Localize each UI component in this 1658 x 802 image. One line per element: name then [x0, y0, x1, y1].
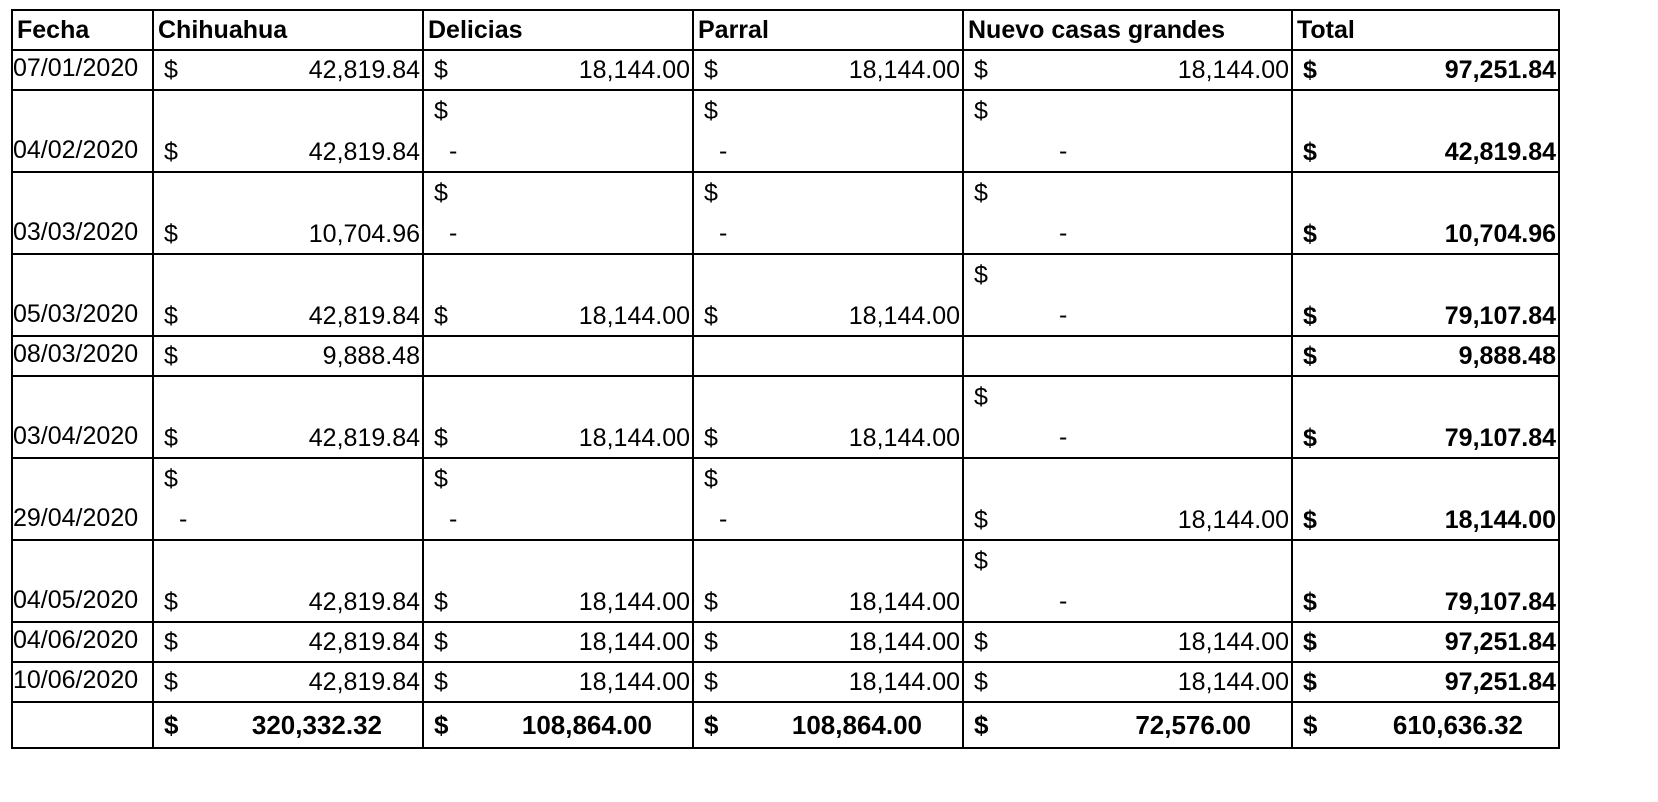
dash-value: - [449, 218, 458, 247]
currency-symbol [964, 461, 1291, 501]
date-cell[interactable]: 07/01/2020 [12, 50, 153, 90]
currency-symbol: $ [434, 710, 449, 740]
currency-symbol: $ [974, 546, 988, 575]
header-delicias[interactable]: Delicias [423, 10, 693, 50]
currency-symbol: $ [974, 382, 988, 411]
amount-cell-ncg[interactable] [963, 50, 1292, 90]
amount-value: 42,819.84 [308, 627, 420, 656]
currency-symbol: $ [1303, 587, 1317, 616]
currency-value [154, 583, 422, 621]
currency-symbol: $ [1303, 341, 1317, 370]
empty-value [694, 337, 962, 375]
currency-value [964, 51, 1291, 89]
dash-value: - [449, 136, 458, 165]
currency-symbol: $ [164, 464, 178, 493]
row-total-cell[interactable] [1292, 458, 1559, 540]
amount-cell-chihuahua[interactable] [153, 50, 423, 90]
currency-symbol: $ [1303, 667, 1317, 696]
amount-cell-parral[interactable] [693, 662, 963, 702]
currency-symbol: $ [164, 710, 179, 740]
amount-cell-delicias[interactable] [423, 172, 693, 254]
row-total-value [1293, 133, 1558, 171]
table-row [12, 376, 1559, 458]
amount-cell-parral[interactable] [693, 90, 963, 172]
amount-cell-parral[interactable] [693, 458, 963, 540]
amount-cell-chihuahua[interactable] [153, 336, 423, 376]
currency-symbol: $ [974, 627, 988, 656]
dash-value: - [719, 504, 728, 533]
currency-value [424, 419, 692, 457]
row-total-value [1293, 583, 1558, 621]
amount-value: 18,144.00 [578, 627, 690, 656]
currency-value [154, 419, 422, 457]
currency-value [154, 337, 422, 375]
amount-cell-ncg[interactable] [963, 458, 1292, 540]
currency-symbol: $ [1303, 627, 1317, 656]
amount-cell-chihuahua[interactable] [153, 662, 423, 702]
amount-cell-delicias[interactable] [423, 50, 693, 90]
amount-value: 18,144.00 [578, 587, 690, 616]
empty-value [964, 337, 1291, 375]
totals-fecha-cell[interactable] [12, 702, 153, 748]
row-total-cell[interactable] [1292, 376, 1559, 458]
currency-symbol: $ [704, 710, 719, 740]
row-total: 10,704.96 [1444, 219, 1556, 248]
row-total: 79,107.84 [1444, 423, 1556, 452]
dash-value: - [1059, 300, 1068, 329]
amount-value: 18,144.00 [578, 301, 690, 330]
date-cell[interactable]: 05/03/2020 [12, 254, 153, 336]
currency-symbol: $ [164, 627, 178, 656]
amount-value: 18,144.00 [848, 423, 960, 452]
currency-symbol: $ [1303, 423, 1317, 452]
currency-symbol: $ [974, 96, 988, 125]
row-total-cell[interactable] [1292, 622, 1559, 662]
amount-cell-delicias[interactable] [423, 254, 693, 336]
date-cell[interactable]: 04/05/2020 [12, 540, 153, 622]
header-row [12, 10, 1559, 50]
row-total-cell[interactable] [1292, 540, 1559, 622]
currency-value [964, 623, 1291, 661]
header-nuevo-casas-grandes[interactable]: Nuevo casas grandes [963, 10, 1292, 50]
amount-value: 42,819.84 [308, 423, 420, 452]
amount-cell-ncg[interactable] [963, 540, 1292, 622]
amount-cell-ncg[interactable] [963, 622, 1292, 662]
currency-symbol: $ [704, 178, 718, 207]
date-cell[interactable]: 03/04/2020 [12, 376, 153, 458]
currency-symbol: $ [434, 96, 448, 125]
amount-cell-chihuahua[interactable] [153, 458, 423, 540]
total-delicias-cell[interactable] [423, 702, 693, 748]
total-ncg-cell[interactable] [963, 702, 1292, 748]
row-total-cell[interactable] [1292, 662, 1559, 702]
amount-cell-chihuahua[interactable] [153, 376, 423, 458]
currency-value [694, 419, 962, 457]
amount-cell-ncg[interactable] [963, 254, 1292, 336]
amount-cell-delicias[interactable] [423, 90, 693, 172]
amount-value: 18,144.00 [578, 423, 690, 452]
currency-symbol: $ [974, 55, 988, 84]
row-total-cell[interactable] [1292, 90, 1559, 172]
row-total: 97,251.84 [1444, 627, 1556, 656]
amount-value: 42,819.84 [308, 55, 420, 84]
amount-cell-ncg[interactable] [963, 90, 1292, 172]
amount-value: 18,144.00 [848, 55, 960, 84]
currency-symbol: $ [434, 587, 448, 616]
row-total-value [1293, 297, 1558, 335]
currency-symbol: $ [1303, 219, 1317, 248]
dash-value: - [1059, 218, 1068, 247]
grand-total-cell[interactable] [1292, 702, 1559, 748]
currency-symbol: $ [704, 667, 718, 696]
row-total: 97,251.84 [1444, 55, 1556, 84]
header-total[interactable]: Total [1292, 10, 1559, 50]
amount-cell-delicias[interactable] [423, 662, 693, 702]
amount-cell-parral[interactable] [693, 50, 963, 90]
date-cell[interactable]: 29/04/2020 [12, 458, 153, 540]
currency-symbol: $ [164, 137, 178, 166]
currency-symbol: $ [434, 55, 448, 84]
currency-value [154, 623, 422, 661]
currency-value [424, 663, 692, 701]
currency-value [694, 623, 962, 661]
dash-value: - [1059, 136, 1068, 165]
date-cell[interactable]: 03/03/2020 [12, 172, 153, 254]
currency-symbol: $ [704, 423, 718, 452]
header-fecha[interactable]: Fecha [12, 10, 153, 50]
row-total-value [1293, 663, 1558, 701]
currency-symbol: $ [1303, 505, 1317, 534]
amount-value: 18,144.00 [1177, 667, 1289, 696]
amount-cell-chihuahua[interactable] [153, 540, 423, 622]
amount-cell-parral[interactable] [693, 622, 963, 662]
currency-symbol: $ [434, 464, 448, 493]
currency-symbol: $ [974, 178, 988, 207]
amount-cell-chihuahua[interactable] [153, 172, 423, 254]
amount-cell-parral[interactable] [693, 376, 963, 458]
currency-symbol: $ [704, 464, 718, 493]
currency-value [154, 215, 422, 253]
amount-cell-ncg[interactable] [963, 172, 1292, 254]
amount-value: 42,819.84 [308, 667, 420, 696]
row-total-value [1293, 337, 1558, 375]
currency-symbol: $ [434, 423, 448, 452]
amount-value: 18,144.00 [848, 627, 960, 656]
amount-value: 42,819.84 [308, 137, 420, 166]
currency-symbol: $ [164, 667, 178, 696]
currency-symbol: $ [164, 423, 178, 452]
amount-value: 18,144.00 [848, 587, 960, 616]
currency-symbol: $ [1303, 55, 1317, 84]
currency-symbol: $ [434, 627, 448, 656]
table-row [12, 254, 1559, 336]
currency-symbol: $ [974, 710, 989, 740]
date-cell[interactable]: 08/03/2020 [12, 336, 153, 376]
amount-cell-delicias[interactable] [423, 376, 693, 458]
total-parral-cell[interactable] [693, 702, 963, 748]
currency-symbol: $ [974, 260, 988, 289]
currency-value [424, 51, 692, 89]
amount-cell-ncg[interactable] [963, 376, 1292, 458]
amount-cell-parral[interactable] [693, 336, 963, 376]
currency-value [694, 51, 962, 89]
dash-value: - [1059, 586, 1068, 615]
currency-value [694, 583, 962, 621]
currency-value [694, 663, 962, 701]
amount-cell-chihuahua[interactable] [153, 254, 423, 336]
dash-value: - [179, 504, 188, 533]
total-parral: 108,864.00 [791, 710, 922, 740]
table-row [12, 662, 1559, 702]
row-total-value [1293, 501, 1558, 539]
amount-value: 42,819.84 [308, 587, 420, 616]
dash-value: - [449, 504, 458, 533]
amount-value: 18,144.00 [1177, 627, 1289, 656]
amount-cell-delicias[interactable] [423, 458, 693, 540]
amount-value: 42,819.84 [308, 301, 420, 330]
currency-symbol: $ [164, 219, 178, 248]
currency-symbol: $ [164, 341, 178, 370]
currency-value [154, 297, 422, 335]
currency-symbol: $ [974, 667, 988, 696]
currency-symbol: $ [1303, 137, 1317, 166]
currency-value [424, 297, 692, 335]
currency-value [424, 583, 692, 621]
currency-symbol: $ [704, 301, 718, 330]
row-total-value [1293, 623, 1558, 661]
currency-symbol: $ [704, 55, 718, 84]
currency-symbol: $ [164, 301, 178, 330]
currency-symbol: $ [434, 667, 448, 696]
row-total-cell[interactable] [1292, 172, 1559, 254]
row-total: 9,888.48 [1458, 341, 1556, 370]
currency-value [424, 623, 692, 661]
amount-value: 18,144.00 [848, 667, 960, 696]
amount-value: 10,704.96 [308, 219, 420, 248]
amount-cell-ncg[interactable] [963, 662, 1292, 702]
currency-symbol: $ [164, 55, 178, 84]
totals-row [12, 702, 1559, 748]
row-total: 79,107.84 [1444, 301, 1556, 330]
table-row [12, 540, 1559, 622]
currency-value [964, 663, 1291, 701]
row-total-cell[interactable] [1292, 254, 1559, 336]
amount-value: 18,144.00 [1177, 505, 1289, 534]
row-total-value [1293, 419, 1558, 457]
dash-value: - [719, 218, 728, 247]
currency-symbol: $ [1303, 301, 1317, 330]
amount-cell-delicias[interactable] [423, 336, 693, 376]
empty-value [424, 337, 692, 375]
currency-value [154, 51, 422, 89]
table-row [12, 458, 1559, 540]
amount-value: 9,888.48 [322, 341, 420, 370]
amount-cell-ncg[interactable] [963, 336, 1292, 376]
currency-symbol: $ [704, 627, 718, 656]
table-row [12, 172, 1559, 254]
currency-value [964, 501, 1291, 539]
amount-cell-delicias[interactable] [423, 622, 693, 662]
table-row [12, 336, 1559, 376]
total-chihuahua-cell[interactable] [153, 702, 423, 748]
row-total-value [1293, 51, 1558, 89]
currency-symbol: $ [434, 301, 448, 330]
date-cell[interactable]: 04/06/2020 [12, 622, 153, 662]
currency-value [154, 663, 422, 701]
row-total: 42,819.84 [1444, 137, 1556, 166]
amount-value: 18,144.00 [1177, 55, 1289, 84]
amount-value: 18,144.00 [578, 667, 690, 696]
currency-symbol: $ [974, 505, 988, 534]
table-row [12, 50, 1559, 90]
total-chihuahua: 320,332.32 [251, 710, 382, 740]
table-row [12, 90, 1559, 172]
header-chihuahua[interactable]: Chihuahua [153, 10, 423, 50]
total-delicias: 108,864.00 [521, 710, 652, 740]
amount-value: 18,144.00 [848, 301, 960, 330]
currency-symbol: $ [1303, 710, 1318, 740]
date-cell[interactable]: 10/06/2020 [12, 662, 153, 702]
grand-total: 610,636.32 [1392, 710, 1523, 740]
currency-value [154, 133, 422, 171]
header-parral[interactable]: Parral [693, 10, 963, 50]
date-cell[interactable]: 04/02/2020 [12, 90, 153, 172]
table-row [12, 622, 1559, 662]
amount-cell-chihuahua[interactable] [153, 90, 423, 172]
row-total: 79,107.84 [1444, 587, 1556, 616]
amount-cell-delicias[interactable] [423, 540, 693, 622]
amount-cell-chihuahua[interactable] [153, 622, 423, 662]
amount-cell-parral[interactable] [693, 254, 963, 336]
currency-value [694, 297, 962, 335]
amount-value: 18,144.00 [578, 55, 690, 84]
spreadsheet-table [11, 9, 1560, 749]
row-total: 97,251.84 [1444, 667, 1556, 696]
currency-symbol: $ [704, 587, 718, 616]
currency-symbol: $ [164, 587, 178, 616]
row-total-cell[interactable] [1292, 336, 1559, 376]
currency-symbol: $ [434, 178, 448, 207]
dash-value: - [1059, 422, 1068, 451]
row-total: 18,144.00 [1444, 505, 1556, 534]
dash-value: - [719, 136, 728, 165]
row-total-value [1293, 215, 1558, 253]
total-ncg: 72,576.00 [1135, 710, 1251, 740]
row-total-cell[interactable] [1292, 50, 1559, 90]
currency-symbol: $ [704, 96, 718, 125]
amount-cell-parral[interactable] [693, 172, 963, 254]
amount-cell-parral[interactable] [693, 540, 963, 622]
